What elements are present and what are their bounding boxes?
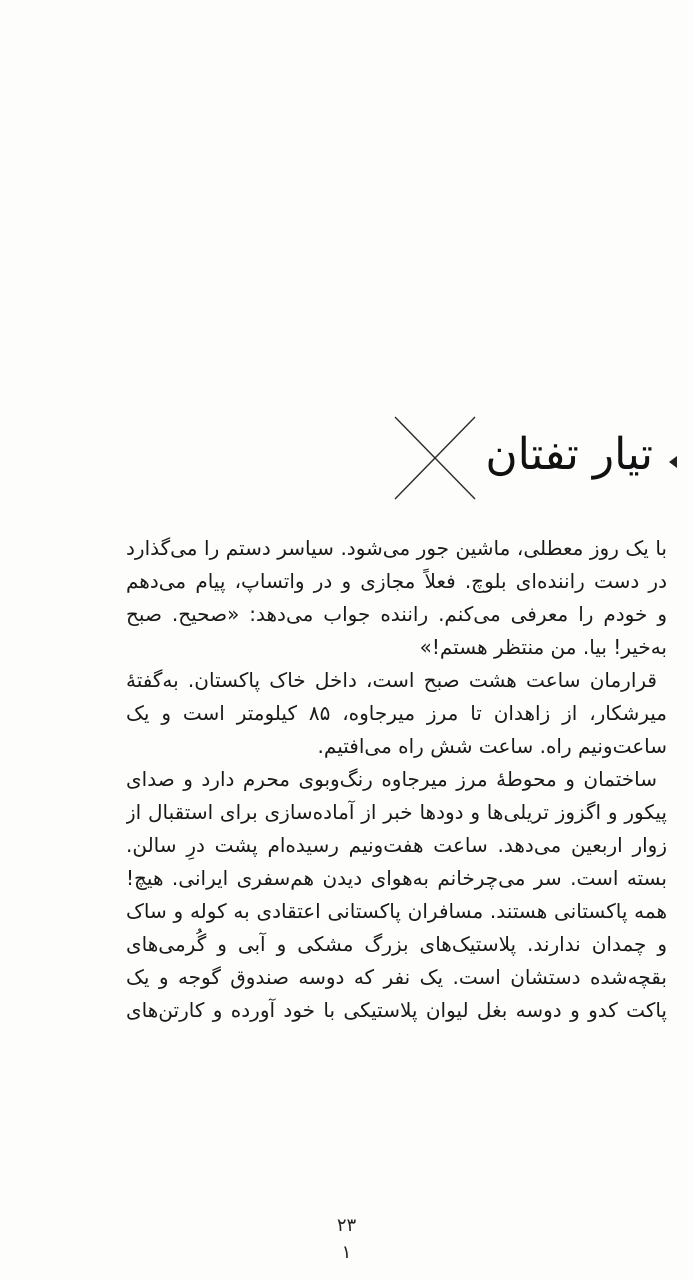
body-text [126, 532, 667, 1027]
folio-mark: ١ [341, 1242, 352, 1263]
page-number: ۲۳ [336, 1215, 357, 1236]
text-line: و چمدان ندارند. پلاستیک‌های بزرگ مشکی و آبی و گُرمی‌های [126, 932, 667, 956]
chapter-marker-icon [669, 456, 677, 468]
text-line: با یک روز معطلی، ماشین جور می‌شود. سیاسر دستم را می‌گذارد [126, 536, 667, 560]
text-line: ساختمان و محوطهٔ مرز میرجاوه رنگ‌وبوی محرم دارد و صدای [126, 767, 657, 791]
text-line: به‌خیر! بیا. من منتظر هستم!» [419, 635, 667, 659]
text-line: در دست راننده‌ای بلوچ. فعلاً مجازی و در واتساپ، پیام می‌دهم [126, 569, 667, 593]
text-line: میرشکار، از زاهدان تا مرز میرجاوه، ۸۵ کیلومتر است و یک [126, 701, 667, 725]
text-line: پاکت کدو و دوسه بغل لیوان پلاستیکی با خود آورده و کارتن‌های [126, 998, 667, 1022]
text-line: ساعت‌ونیم راه. ساعت شش راه می‌افتیم. [317, 734, 667, 758]
text-line: همه پاکستانی هستند. مسافران پاکستانی اعتقادی به کوله و ساک [126, 899, 667, 923]
text-line: و خودم را معرفی می‌کنم. راننده جواب می‌دهد: «صحیح. صبح [126, 602, 667, 626]
text-line: زوار اربعین می‌دهد. ساعت هفت‌ونیم رسیده‌ام پشت درِ سالن. [126, 833, 667, 857]
text-line: قرارمان ساعت هشت صبح است، داخل خاک پاکستان. به‌گفتهٔ [126, 668, 657, 692]
text-line: پیکور و اگزوز تریلی‌ها و دودها خبر از آماده‌سازی برای استقبال از [126, 800, 667, 824]
text-line: بقچه‌شده دستشان است. یک نفر که دوسه صندوق گوجه و یک [126, 965, 667, 989]
chapter-title: تیار تفتان [485, 429, 653, 480]
text-line: بسته است. سر می‌چرخانم به‌هوای دیدن هم‌سفری ایرانی. هیچ! [126, 866, 667, 890]
chapter-ornament-x [393, 415, 477, 501]
